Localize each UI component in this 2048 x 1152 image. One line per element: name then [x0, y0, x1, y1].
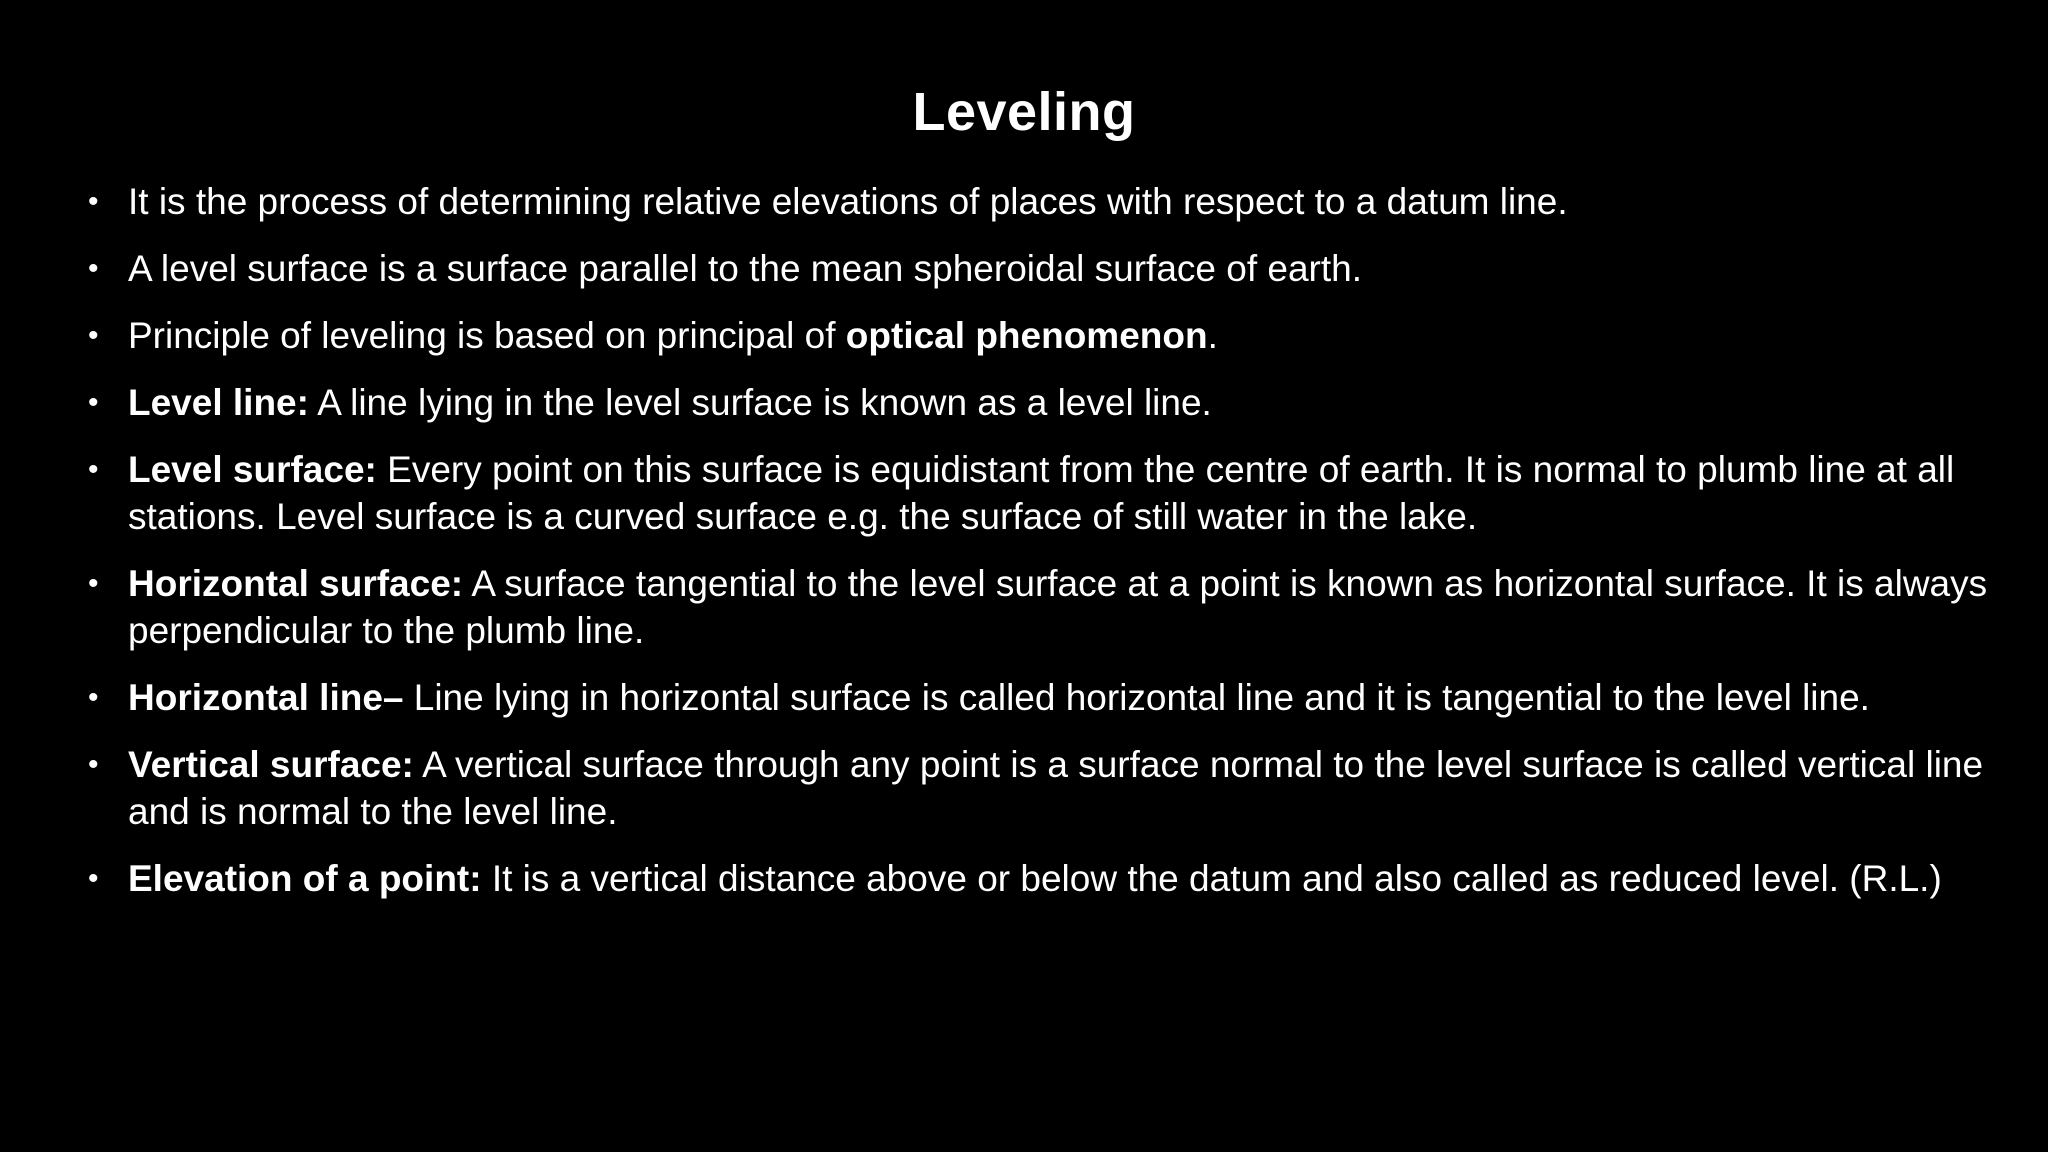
bullet-dot-icon: • — [88, 319, 99, 352]
bullet-item-principle — [88, 312, 1988, 359]
bullet-item-horizontal-surface — [88, 560, 1988, 654]
bullet-list — [88, 178, 1988, 922]
bullet-term: Vertical surface: — [128, 744, 414, 785]
slide-title: Leveling — [912, 82, 1136, 142]
bullet-text: A surface tangential to the level surface at a point is known as horizontal surface. It is always perpendicular to the plumb line. — [128, 563, 1988, 651]
bullet-item-elevation — [88, 855, 1988, 902]
bullet-item-process — [88, 178, 1988, 225]
bullet-dot-icon: • — [88, 453, 99, 486]
bullet-item-level-line — [88, 379, 1988, 426]
bullet-text: It is a vertical distance above or below the datum and also called as reduced level. (R.L.) — [481, 858, 1942, 899]
bullet-dot-icon: • — [88, 567, 99, 600]
bullet-text: A level surface is a surface parallel to the mean spheroidal surface of earth. — [128, 248, 1363, 289]
bullet-term: Horizontal surface: — [128, 563, 464, 604]
bullet-text: A vertical surface through any point is a surface normal to the level surface is called vertical line and is normal to the level line. — [128, 744, 1984, 832]
bullet-dot-icon: • — [88, 185, 99, 218]
bullet-item-level-surface-definition — [88, 245, 1988, 292]
bullet-dot-icon: • — [88, 681, 99, 714]
bullet-item-level-surface — [88, 446, 1988, 540]
bullet-term: Level line: — [128, 382, 309, 423]
bullet-term: Elevation of a point: — [128, 858, 482, 899]
bullet-dot-icon: • — [88, 252, 99, 285]
bullet-text: Every point on this surface is equidistant from the centre of earth. It is normal to plumb line at all stations. Level surface is a curved surface e.g. the surface of still water in the lake. — [128, 449, 1955, 537]
bullet-text: Principle of leveling is based on principal of — [128, 315, 846, 356]
bullet-text: It is the process of determining relative elevations of places with respect to a datum line. — [128, 181, 1568, 222]
bullet-text-after: . — [1207, 315, 1218, 356]
bullet-text: A line lying in the level surface is known as a level line. — [308, 382, 1212, 423]
bullet-emphasis: optical phenomenon — [845, 315, 1208, 356]
bullet-term: Level surface: — [128, 449, 377, 490]
bullet-item-vertical-surface — [88, 741, 1988, 835]
bullet-text: Line lying in horizontal surface is called horizontal line and it is tangential to the level line. — [403, 677, 1870, 718]
bullet-dot-icon: • — [88, 748, 99, 781]
bullet-term: Horizontal line– — [128, 677, 404, 718]
bullet-dot-icon: • — [88, 386, 99, 419]
bullet-item-horizontal-line — [88, 674, 1988, 721]
bullet-dot-icon: • — [88, 862, 99, 895]
